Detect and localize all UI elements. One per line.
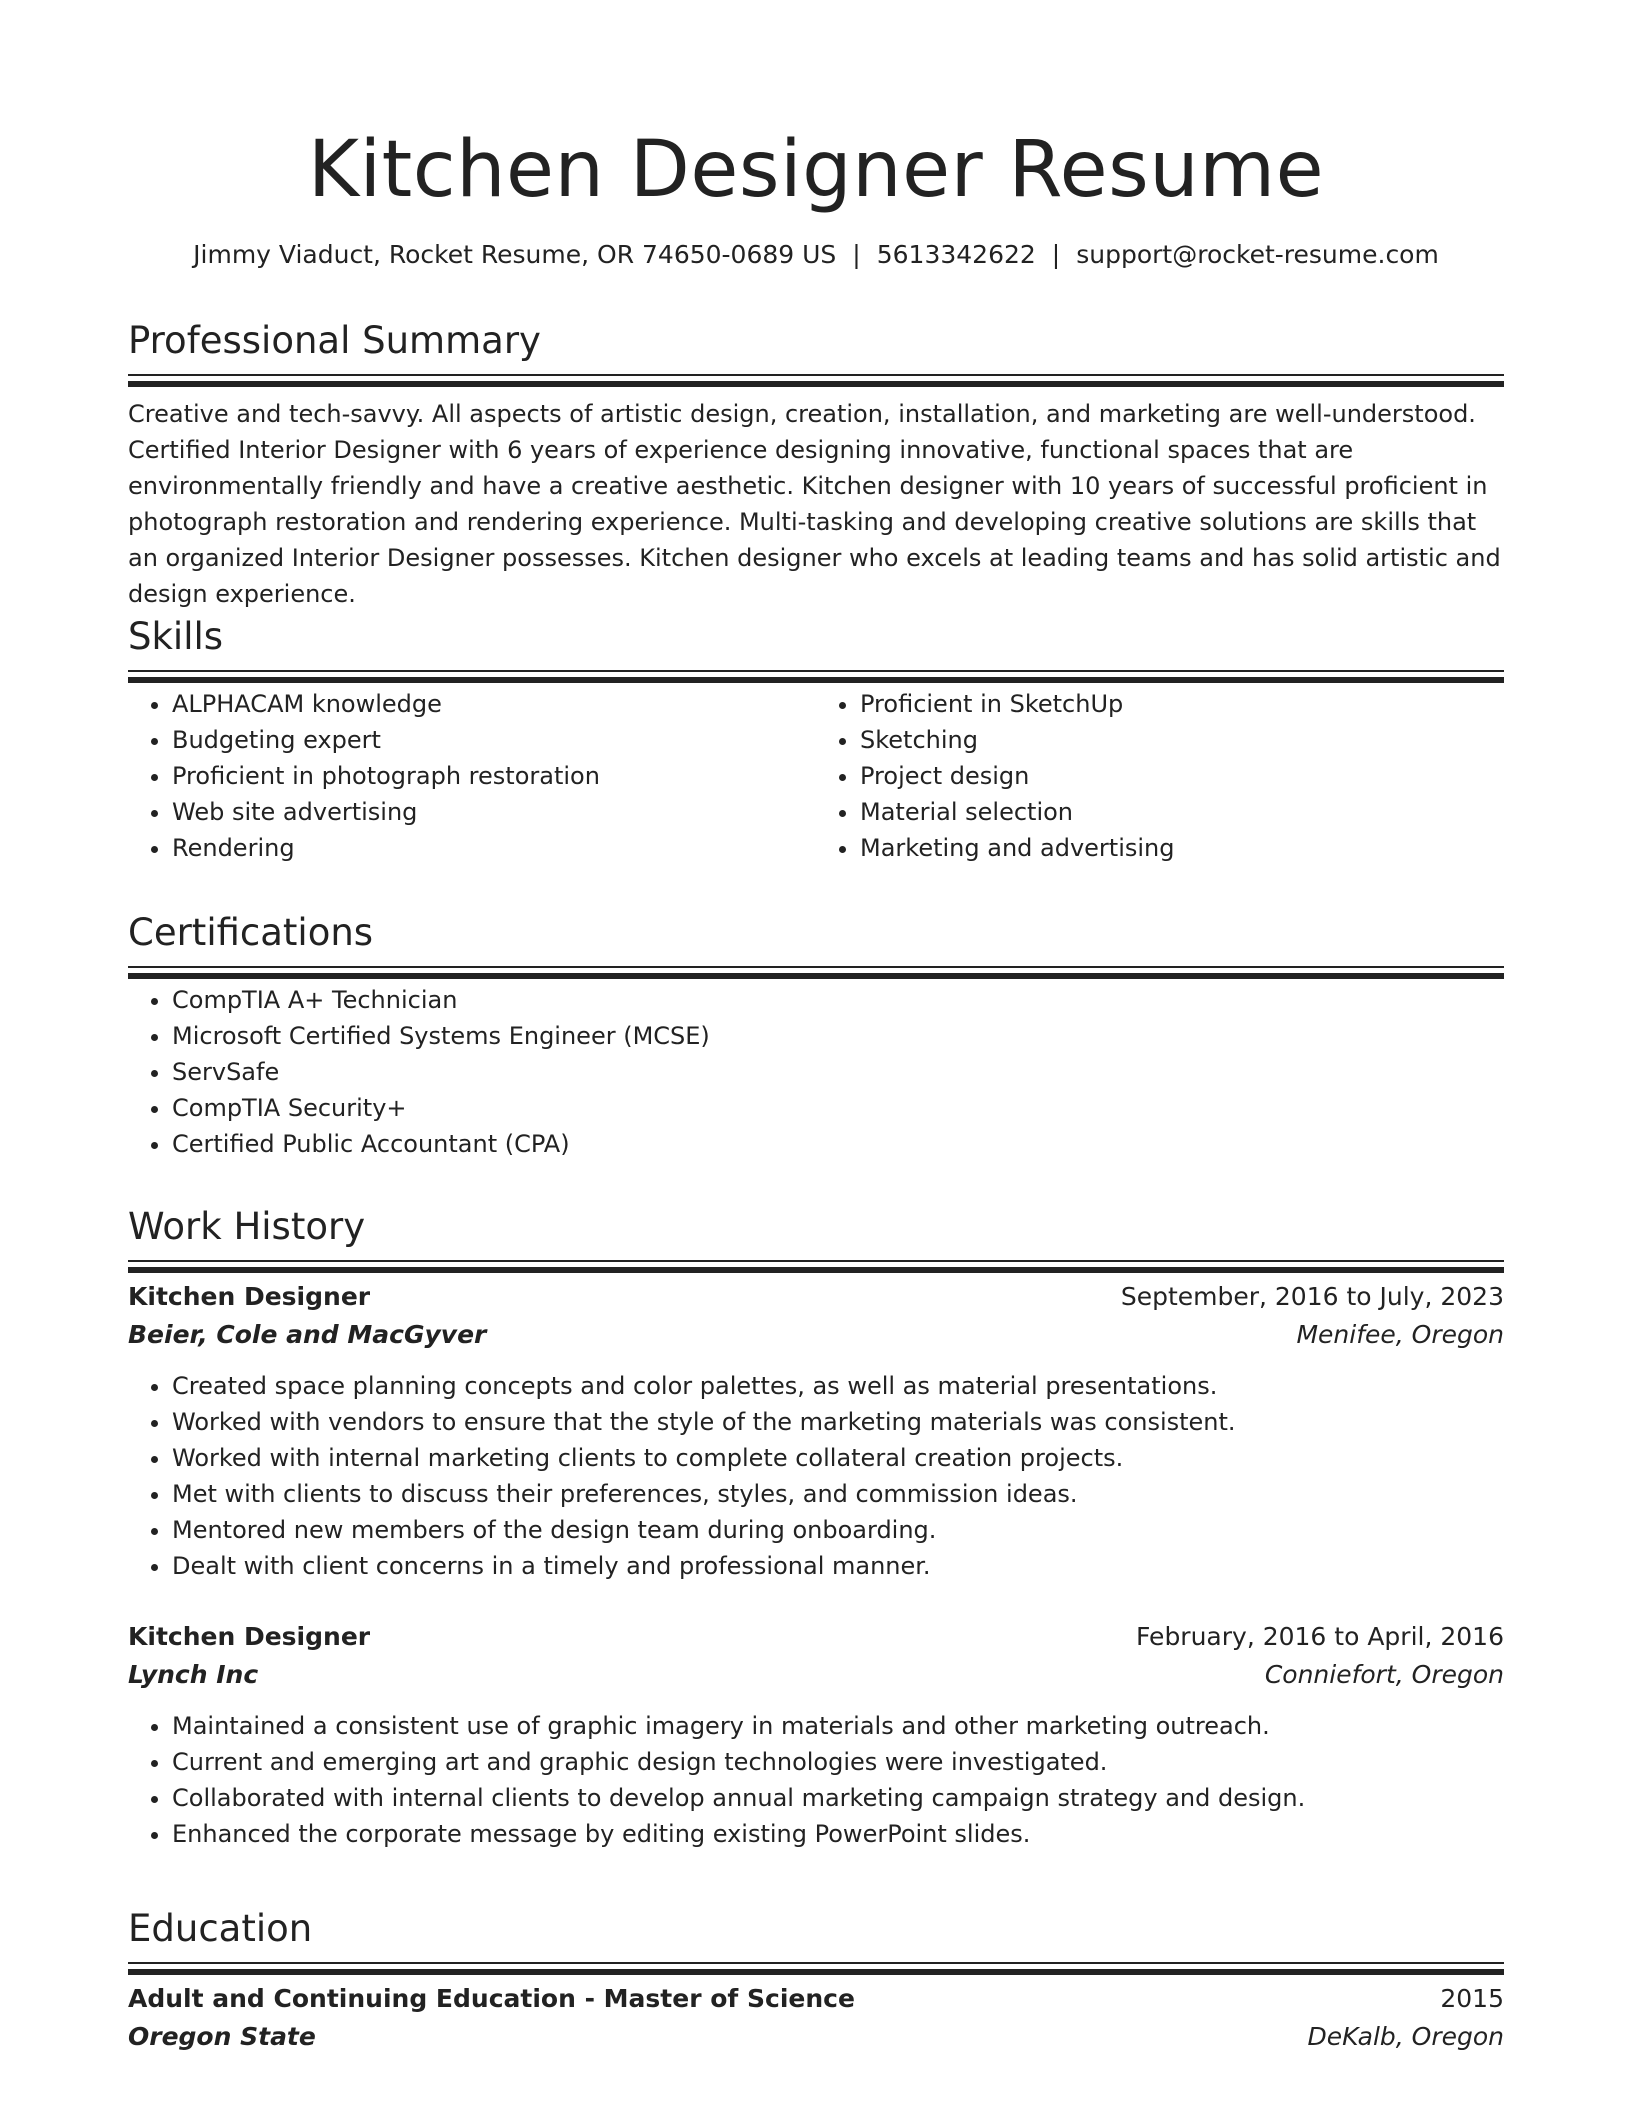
contact-separator: |	[852, 240, 861, 269]
skills-heading: Skills	[128, 615, 224, 658]
job-title: Kitchen Designer	[128, 1622, 371, 1651]
section-divider	[128, 374, 1504, 376]
job-header	[128, 1618, 1504, 1656]
list-item: • Budgeting expert	[172, 722, 816, 758]
list-item: • Created space planning concepts and color palettes, as well as material presentations.	[172, 1368, 1504, 1404]
list-item: • Mentored new members of the design team during onboarding.	[172, 1512, 1504, 1548]
resume-title: Kitchen Designer Resume	[307, 125, 1325, 215]
skills-section	[128, 614, 1504, 866]
summary-heading: Professional Summary	[128, 319, 541, 362]
list-item: • Marketing and advertising	[860, 830, 1504, 866]
list-item: • ALPHACAM knowledge	[172, 686, 816, 722]
list-item: • Met with clients to discuss their preferences, styles, and commission ideas.	[172, 1476, 1504, 1512]
list-item: • Current and emerging art and graphic design technologies were investigated.	[172, 1744, 1504, 1780]
job-dates: September, 2016 to July, 2023	[1120, 1282, 1504, 1311]
job-subheader	[128, 1656, 1504, 1694]
job-entry	[128, 1278, 1504, 1584]
job-company: Beier, Cole and MacGyver	[128, 1320, 487, 1349]
section-divider	[128, 670, 1504, 672]
list-item: • Microsoft Certified Systems Engineer (MCSE)	[172, 1018, 1504, 1054]
contact-line	[128, 238, 1504, 272]
summary-section	[128, 318, 1504, 612]
education-location: DeKalb, Oregon	[1307, 2022, 1504, 2051]
education-header	[128, 1980, 1504, 2018]
job-company: Lynch Inc	[128, 1660, 259, 1689]
list-item: • Worked with internal marketing clients to complete collateral creation projects.	[172, 1440, 1504, 1476]
summary-text: Creative and tech-savvy. All aspects of artistic design, creation, installation, and marketing are well-understood. Certified Interior Designer with 6 years of experience designing innovative, functional spaces that are environmentally friendly and have a creative aesthetic. Kitchen designer with 10 years of successful proficient in photograph restoration and rendering experience. Multi-tasking and developing creative solutions are skills that an organized Interior Designer possesses. Kitchen designer who excels at leading teams and has solid artistic and design experience.	[128, 400, 1501, 608]
contact-email: support@rocket-resume.com	[1076, 240, 1439, 269]
list-item: • Proficient in SketchUp	[860, 686, 1504, 722]
section-divider	[128, 966, 1504, 968]
job-bullets	[128, 1708, 1504, 1852]
list-item: • Dealt with client concerns in a timely and professional manner.	[172, 1548, 1504, 1584]
job-entry	[128, 1618, 1504, 1852]
job-location: Menifee, Oregon	[1296, 1320, 1504, 1349]
list-item: • Worked with vendors to ensure that the style of the marketing materials was consistent.	[172, 1404, 1504, 1440]
list-item: • ServSafe	[172, 1054, 1504, 1090]
education-heading: Education	[128, 1907, 313, 1950]
skills-grid	[128, 686, 1504, 866]
list-item: • CompTIA Security+	[172, 1090, 1504, 1126]
work-heading: Work History	[128, 1205, 366, 1248]
contact-phone: 5613342622	[876, 240, 1036, 269]
job-subheader	[128, 1316, 1504, 1354]
list-item: • Collaborated with internal clients to develop annual marketing campaign strategy and design.	[172, 1780, 1504, 1816]
contact-separator: |	[1051, 240, 1061, 269]
job-dates: February, 2016 to April, 2016	[1136, 1622, 1504, 1651]
skills-list-left	[128, 686, 816, 866]
education-school: Oregon State	[128, 2022, 316, 2051]
job-header	[128, 1278, 1504, 1316]
section-divider	[128, 1962, 1504, 1964]
list-item: • Enhanced the corporate message by editing existing PowerPoint slides.	[172, 1816, 1504, 1852]
list-item: • Proficient in photograph restoration	[172, 758, 816, 794]
list-item: • Project design	[860, 758, 1504, 794]
work-section	[128, 1204, 1504, 1852]
education-section	[128, 1906, 1504, 2056]
education-year: 2015	[1440, 1984, 1504, 2013]
job-bullets	[128, 1368, 1504, 1584]
skills-list-right	[816, 686, 1504, 866]
list-item: • Certified Public Accountant (CPA)	[172, 1126, 1504, 1162]
certifications-heading: Certifications	[128, 911, 374, 954]
certifications-list	[128, 982, 1504, 1162]
education-subheader	[128, 2018, 1504, 2056]
job-title: Kitchen Designer	[128, 1282, 371, 1311]
list-item: • Rendering	[172, 830, 816, 866]
list-item: • Web site advertising	[172, 794, 816, 830]
contact-address: Jimmy Viaduct, Rocket Resume, OR 74650-0689 US	[193, 240, 837, 269]
certifications-section	[128, 910, 1504, 1162]
list-item: • Material selection	[860, 794, 1504, 830]
job-location: Conniefort, Oregon	[1264, 1660, 1504, 1689]
list-item: • Sketching	[860, 722, 1504, 758]
list-item: • Maintained a consistent use of graphic imagery in materials and other marketing outreach.	[172, 1708, 1504, 1744]
education-entry	[128, 1980, 1504, 2056]
list-item: • CompTIA A+ Technician	[172, 982, 1504, 1018]
education-degree: Adult and Continuing Education - Master of Science	[128, 1984, 855, 2013]
section-divider	[128, 1260, 1504, 1262]
